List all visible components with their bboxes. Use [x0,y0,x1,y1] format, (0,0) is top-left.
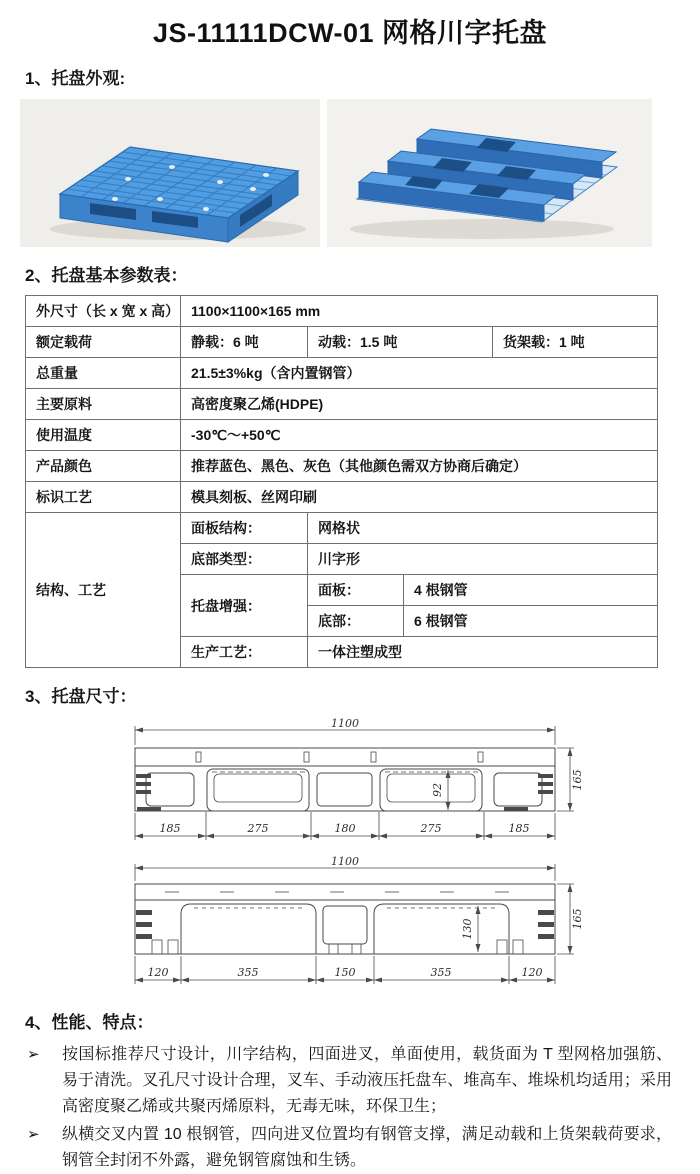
section2-heading: 2、托盘基本参数表： [25,266,188,285]
pallet-bottom-view-photo [327,99,652,247]
row-label: 标识工艺 [26,482,181,513]
static-load-cell: 静载：6 吨 [181,327,308,358]
row-value: 推荐蓝色、黑色、灰色（其他颜色需双方协商后确定） [181,451,658,482]
feature-text: 纵横交叉内置 10 根钢管，四向进叉位置均有钢管支撑，满足动载和上货架载荷要求，钢管全封闭不外露，避免钢管腐蚀和生锈。 [62,1125,672,1169]
panel-structure-value: 网格状 [308,513,658,544]
row-value: 1100×1100×165 mm [181,296,658,327]
row-label: 外尺寸（长 x 宽 x 高） [26,296,181,327]
table-row [26,358,658,389]
feature-list [25,1042,672,1174]
dim-bottom: 185 [508,822,530,835]
dim-fork-height: 130 [461,918,474,940]
table-row [26,420,658,451]
row-label: 使用温度 [26,420,181,451]
dimension-drawing-end-view [110,854,590,994]
list-item [25,1122,672,1174]
dim-bottom: 150 [334,966,356,979]
structure-label: 结构、工艺 [26,513,181,668]
dim-fork-height: 92 [431,783,444,797]
feature-text: 按国标推荐尺寸设计，川字结构，四面进叉，单面使用，载货面为 T 型网格加强筋、易于清洗。叉孔尺寸设计合理，叉车、手动液压托盘车、堆高车、堆垛机均适用；采用高密度聚乙烯或共聚丙烯原料，无毒无味，环保卫生； [62,1046,672,1115]
row-value: 21.5±3%kg（含内置钢管） [181,358,658,389]
row-value: -30℃～+50℃ [181,420,658,451]
row-label: 产品颜色 [26,451,181,482]
dim-bottom: 120 [147,966,169,979]
dim-bottom: 355 [237,966,259,979]
dim-bottom: 120 [521,966,543,979]
row-value: 高密度聚乙烯(HDPE) [181,389,658,420]
dim-overall-height: 165 [571,769,584,791]
dim-total-width: 1100 [331,717,359,730]
table-row [26,513,658,544]
row-value: 模具刻板、丝网印刷 [181,482,658,513]
dim-bottom: 275 [247,822,269,835]
dim-overall-height: 165 [571,908,584,930]
table-row [26,327,658,358]
reinforce-panel-label: 面板： [308,575,404,606]
reinforce-bottom-label: 底部： [308,606,404,637]
dim-bottom: 185 [159,822,181,835]
table-row [26,389,658,420]
reinforce-label: 托盘增强： [181,575,308,637]
pallet-photos [20,99,700,247]
table-row [26,296,658,327]
list-item [25,1042,672,1120]
dimension-drawings [110,716,590,994]
table-row [26,482,658,513]
panel-structure-label: 面板结构： [181,513,308,544]
table-row [26,451,658,482]
row-label: 主要原料 [26,389,181,420]
arrowhead-bullet-icon: ➢ [27,1125,40,1143]
dim-bottom: 180 [334,822,356,835]
dim-total-width: 1100 [331,855,359,868]
dim-bottom: 275 [420,822,442,835]
row-label: 总重量 [26,358,181,389]
reinforce-bottom-value: 6 根钢管 [404,606,658,637]
process-value: 一体注塑成型 [308,637,658,668]
bottom-type-label: 底部类型： [181,544,308,575]
pallet-top-view-photo [20,99,320,247]
page-title: JS-11111DCW-01 网格川字托盘 [152,18,548,48]
section1-heading: 1、托盘外观: [25,69,126,88]
section4-heading: 4、性能、特点： [25,1013,154,1032]
section3-heading: 3、托盘尺寸： [25,687,137,706]
row-label: 额定载荷 [26,327,181,358]
dimension-drawing-side-view [110,716,590,848]
rack-load-cell: 货架载：1 吨 [493,327,658,358]
process-label: 生产工艺： [181,637,308,668]
dim-bottom: 355 [430,966,452,979]
spec-table [25,295,658,668]
arrowhead-bullet-icon: ➢ [27,1046,40,1063]
reinforce-panel-value: 4 根钢管 [404,575,658,606]
dynamic-load-cell: 动载：1.5 吨 [308,327,493,358]
bottom-type-value: 川字形 [308,544,658,575]
